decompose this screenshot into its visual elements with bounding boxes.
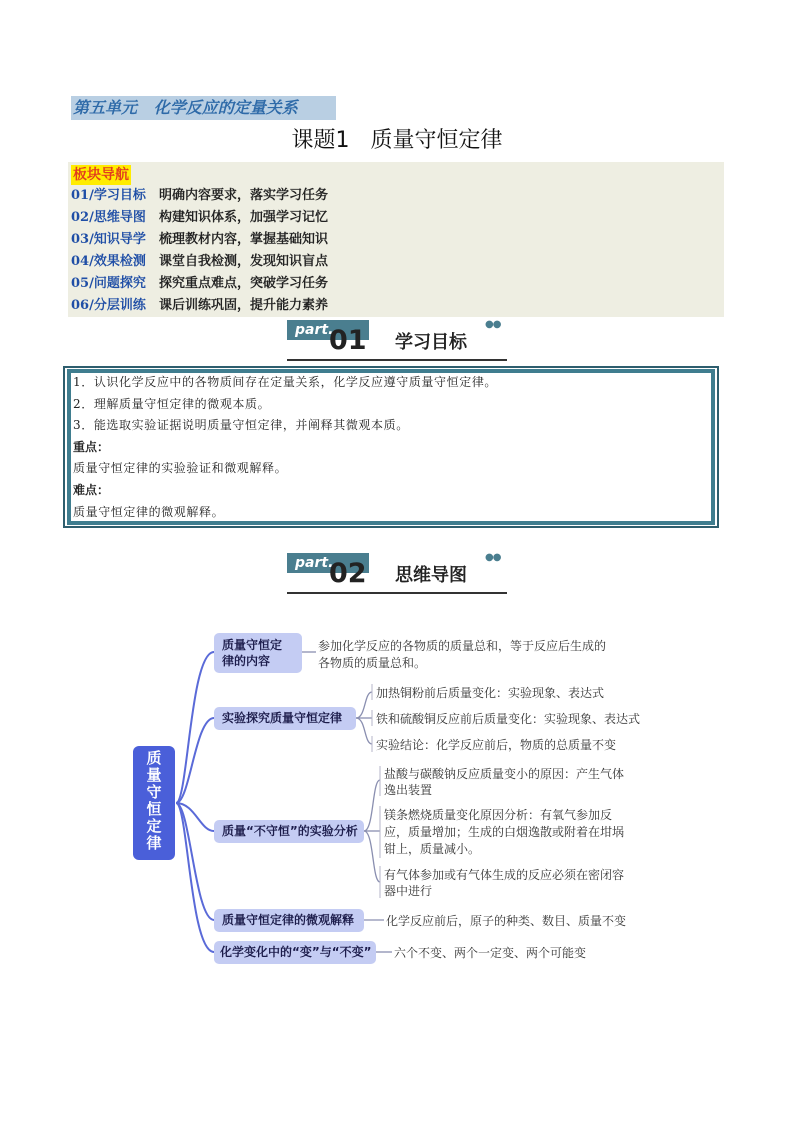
leaf-text: 铁和硫酸铜反应前后质量变化：实验现象、表达式 <box>376 712 641 726</box>
leaf-text: 器中进行 <box>384 884 433 898</box>
branch-nonconserved <box>214 820 364 843</box>
nonconserved-leaf-connector <box>364 831 380 882</box>
leaf-text: 应，质量增加；生成的白烟逸散或附着在坩埚 <box>384 825 625 839</box>
mindmap-root <box>133 746 175 860</box>
difficulty-label: 难点： <box>73 483 110 497</box>
branch-label: 质量守恒定 <box>222 638 283 652</box>
branch-content <box>214 633 302 673</box>
part-number: 02 <box>329 558 367 589</box>
root-char: 恒 <box>146 800 162 818</box>
lesson-title: 课题1 质量守恒定律 <box>291 128 503 153</box>
nav-item-desc: 课堂自我检测，发现知识盲点 <box>159 254 329 269</box>
branch-label: 质量守恒定律的微观解释 <box>222 913 355 927</box>
experiment-leaf-connector <box>356 692 372 718</box>
nav-item-code: 05/问题探究 <box>71 276 146 291</box>
leaf-dots-icon: ●● <box>485 319 501 330</box>
nav-item-code: 01/学习目标 <box>71 188 146 203</box>
leaf-text: 参加化学反应的各物质的质量总和，等于反应后生成的 <box>318 639 607 653</box>
leaf-text: 化学反应前后，原子的种类、数目、质量不变 <box>386 914 627 928</box>
part-word: part. <box>295 555 334 571</box>
branch-label: 实验探究质量守恒定律 <box>222 711 343 725</box>
nonconserved-leaf-connector <box>364 780 380 831</box>
nav-item-code: 03/知识导学 <box>71 232 146 247</box>
leaf-text: 各物质的质量总和。 <box>318 656 427 670</box>
part-title: 学习目标 <box>395 332 467 353</box>
nav-item-desc: 探究重点难点，突破学习任务 <box>159 276 329 291</box>
branch-experiment <box>214 707 356 730</box>
nav-item-desc: 构建知识体系，加强学习记忆 <box>159 210 329 225</box>
root-char: 律 <box>146 834 162 852</box>
nav-item-desc: 梳理教材内容，掌握基础知识 <box>159 232 329 247</box>
branch-label: 质量“不守恒”的实验分析 <box>222 824 358 838</box>
leaf-dots-icon: ●● <box>485 552 501 563</box>
nav-heading: 板块导航 <box>73 167 129 183</box>
objective-line: 1．认识化学反应中的各物质间存在定量关系，化学反应遵守质量守恒定律。 <box>73 375 498 389</box>
branch-micro <box>214 909 364 932</box>
root-char: 量 <box>146 766 162 784</box>
leaf-text: 实验结论：化学反应前后，物质的总质量不变 <box>376 738 617 752</box>
key-point-label: 重点： <box>73 440 110 454</box>
branch-change <box>214 941 376 964</box>
difficulty-text: 质量守恒定律的微观解释。 <box>73 505 225 519</box>
branch-label: 律的内容 <box>222 654 271 668</box>
part-number: 01 <box>329 325 367 356</box>
objective-line: 3．能选取实验证据说明质量守恒定律，并阐释其微观本质。 <box>73 418 409 432</box>
nav-item-desc: 课后训练巩固，提升能力素养 <box>159 298 329 313</box>
leaf-text: 逸出装置 <box>384 783 433 797</box>
key-point-text: 质量守恒定律的实验验证和微观解释。 <box>73 461 288 475</box>
nav-item-code: 02/思维导图 <box>71 210 146 225</box>
leaf-text: 盐酸与碳酸钠反应质量变小的原因：产生气体 <box>384 767 625 781</box>
nav-item-desc: 明确内容要求，落实学习任务 <box>159 188 329 203</box>
leaf-text: 镁条燃烧质量变化原因分析：有氧气参加反 <box>384 808 613 822</box>
leaf-text: 加热铜粉前后质量变化：实验现象、表达式 <box>376 686 605 700</box>
unit-title: 第五单元 化学反应的定量关系 <box>71 96 336 120</box>
root-char: 质 <box>146 749 162 767</box>
objective-line: 2．理解质量守恒定律的微观本质。 <box>73 397 271 411</box>
leaf-text: 六个不变、两个一定变、两个可能变 <box>394 946 587 960</box>
root-to-change <box>176 803 214 952</box>
root-char: 守 <box>146 783 162 801</box>
root-char: 定 <box>146 817 162 835</box>
experiment-leaf-connector <box>356 718 372 744</box>
leaf-text: 钳上，质量减小。 <box>384 842 481 856</box>
leaf-text: 有气体参加或有气体生成的反应必须在密闭容 <box>384 868 625 882</box>
root-to-content <box>176 652 214 803</box>
part-title: 思维导图 <box>395 565 467 586</box>
nav-item-code: 06/分层训练 <box>71 298 146 313</box>
branch-label: 化学变化中的“变”与“不变” <box>220 945 372 959</box>
nav-item-code: 04/效果检测 <box>71 254 146 269</box>
part-word: part. <box>295 322 334 338</box>
